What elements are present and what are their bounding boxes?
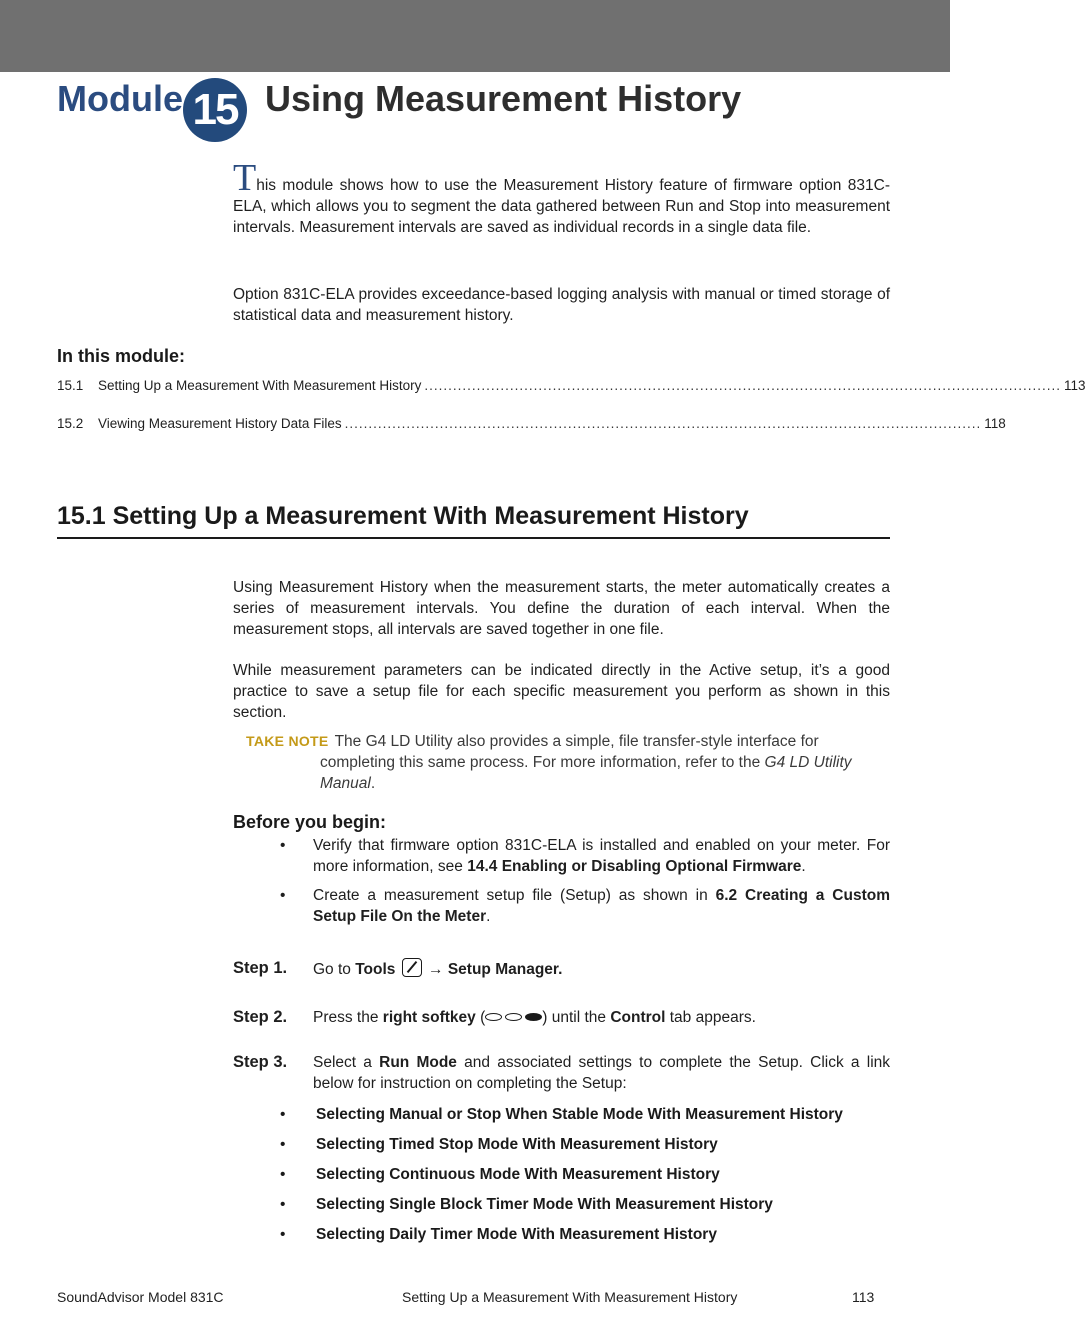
step-2-right-softkey: right softkey — [382, 1009, 476, 1026]
bullet-1-text: Verify that firmware option 831C-ELA is installed and enabled on your meter. For more information, see — [313, 837, 890, 875]
bullet-dot: • — [280, 1226, 286, 1243]
link-bullet-2 — [280, 1134, 890, 1155]
bullet-dot: • — [280, 887, 286, 904]
take-note-label: TAKE NOTE — [246, 733, 329, 749]
step-1-setup-manager: Setup Manager. — [447, 961, 563, 978]
bullet-dot: • — [280, 1166, 286, 1183]
toc-item-15-1[interactable] — [57, 378, 1086, 393]
arrow-right-icon: → — [428, 961, 444, 978]
link-bullet-3 — [280, 1164, 890, 1185]
intro-paragraph-1 — [233, 157, 890, 238]
bullet-2-end: . — [486, 908, 491, 925]
step-1 — [233, 958, 890, 980]
footer-page-number: 113 — [852, 1289, 875, 1305]
step-2-until: ) until the — [542, 1009, 611, 1026]
before-you-begin-heading: Before you begin: — [233, 812, 387, 832]
take-note-line-1: The G4 LD Utility also provides a simple, file transfer-style interface for — [334, 733, 819, 750]
step-2-paren: ( — [475, 1009, 486, 1026]
bullet-2-text: Create a measurement setup file (Setup) as shown in — [313, 887, 716, 904]
link-creating-setup-file[interactable]: 6.2 Creating a Custom Setup File On the Meter — [313, 887, 890, 925]
module-word: Module — [57, 78, 183, 119]
toc-leader-dots: ...................................................................................................................................... — [424, 378, 1061, 393]
module-title: Using Measurement History — [265, 78, 742, 119]
step-2 — [233, 1007, 890, 1028]
section-heading: 15.1 Setting Up a Measurement With Measurement History — [57, 502, 890, 539]
module-header — [57, 76, 817, 146]
drop-cap: T — [233, 157, 257, 199]
intro-paragraph-2: Option 831C-ELA provides exceedance-based logging analysis with manual or timed storage of statistical data and measurement history. — [233, 286, 890, 324]
section-paragraph-1: Using Measurement History when the measurement starts, the meter automatically creates a series of measurement intervals. You define the duration of each interval. When the measurement stops, all intervals are saved together in one file. — [233, 579, 890, 638]
step-3 — [233, 1052, 890, 1094]
g4-utility-manual-ref[interactable]: G4 LD Utility — [764, 754, 852, 771]
manual-ref-end[interactable]: Manual — [320, 775, 371, 792]
toc-leader-dots: ...................................................................................................................................... — [344, 416, 982, 431]
link-manual-stop-mode[interactable]: Selecting Manual or Stop When Stable Mode With Measurement History — [316, 1106, 843, 1123]
link-enabling-firmware[interactable]: 14.4 Enabling or Disabling Optional Firmware — [467, 858, 802, 875]
step-3-run-mode: Run Mode — [379, 1054, 457, 1071]
intro-p1-text: his module shows how to use the Measurement History feature of firmware option 831C-ELA, which allows you to segment the data gathered between Run and Stop into measurement intervals. Measurement intervals are saved as individual records in a single data file. — [233, 177, 890, 236]
bullet-dot: • — [280, 1196, 286, 1213]
link-continuous-mode[interactable]: Selecting Continuous Mode With Measurement History — [316, 1166, 720, 1183]
toc-item-15-2[interactable] — [57, 416, 1006, 431]
footer-product: SoundAdvisor Model 831C — [57, 1289, 224, 1305]
take-note-line-2: completing this same process. For more information, refer to the — [320, 754, 765, 771]
bullet-dot: • — [280, 1136, 286, 1153]
section-paragraph-2: While measurement parameters can be indicated directly in the Active setup, it’s a good practice to save a setup file for each specific measurement you perform as shown in this section. — [233, 662, 890, 721]
bullet-dot: • — [280, 837, 286, 854]
right-softkey-icon — [485, 1013, 542, 1021]
step-label: Step 1. — [233, 959, 288, 977]
module-number-badge: 15 — [183, 78, 247, 142]
link-daily-timer-mode[interactable]: Selecting Daily Timer Mode With Measurement History — [316, 1226, 717, 1243]
take-note — [246, 731, 890, 794]
module-title-rule — [57, 126, 805, 133]
toc-heading: In this module: — [57, 346, 185, 366]
take-note-end: . — [370, 775, 376, 792]
footer-section-title: Setting Up a Measurement With Measurement History — [402, 1289, 738, 1305]
step-1-tools: Tools — [355, 961, 396, 978]
link-single-block-timer-mode[interactable]: Selecting Single Block Timer Mode With Measurement History — [316, 1196, 773, 1213]
link-bullet-5 — [280, 1224, 890, 1245]
before-bullet-1 — [280, 835, 890, 877]
link-bullet-1 — [280, 1104, 890, 1125]
before-bullet-2 — [280, 885, 890, 927]
toc-label: Viewing Measurement History Data Files — [98, 416, 342, 431]
wrench-icon — [402, 958, 422, 977]
link-bullet-4 — [280, 1194, 890, 1215]
toc-number: 15.1 — [57, 378, 84, 393]
step-1-text: Go to — [313, 961, 356, 978]
toc-label: Setting Up a Measurement With Measurement History — [98, 378, 422, 393]
step-2-control: Control — [610, 1009, 666, 1026]
step-label: Step 3. — [233, 1053, 288, 1071]
bullet-dot: • — [280, 1106, 286, 1123]
top-bar — [0, 0, 950, 72]
step-3-rest: and associated settings to complete the Setup. Click a link below for instruction on completing the Setup: — [313, 1054, 891, 1092]
toc-number: 15.2 — [57, 416, 84, 431]
bullet-1-end: . — [801, 858, 806, 875]
step-2-end: tab appears. — [665, 1009, 756, 1026]
toc-page: 118 — [984, 416, 1006, 431]
toc-page: 113 — [1063, 378, 1086, 393]
step-label: Step 2. — [233, 1008, 288, 1026]
link-timed-stop-mode[interactable]: Selecting Timed Stop Mode With Measurement History — [316, 1136, 718, 1153]
step-2-text: Press the — [313, 1009, 383, 1026]
step-3-text: Select a — [313, 1054, 380, 1071]
